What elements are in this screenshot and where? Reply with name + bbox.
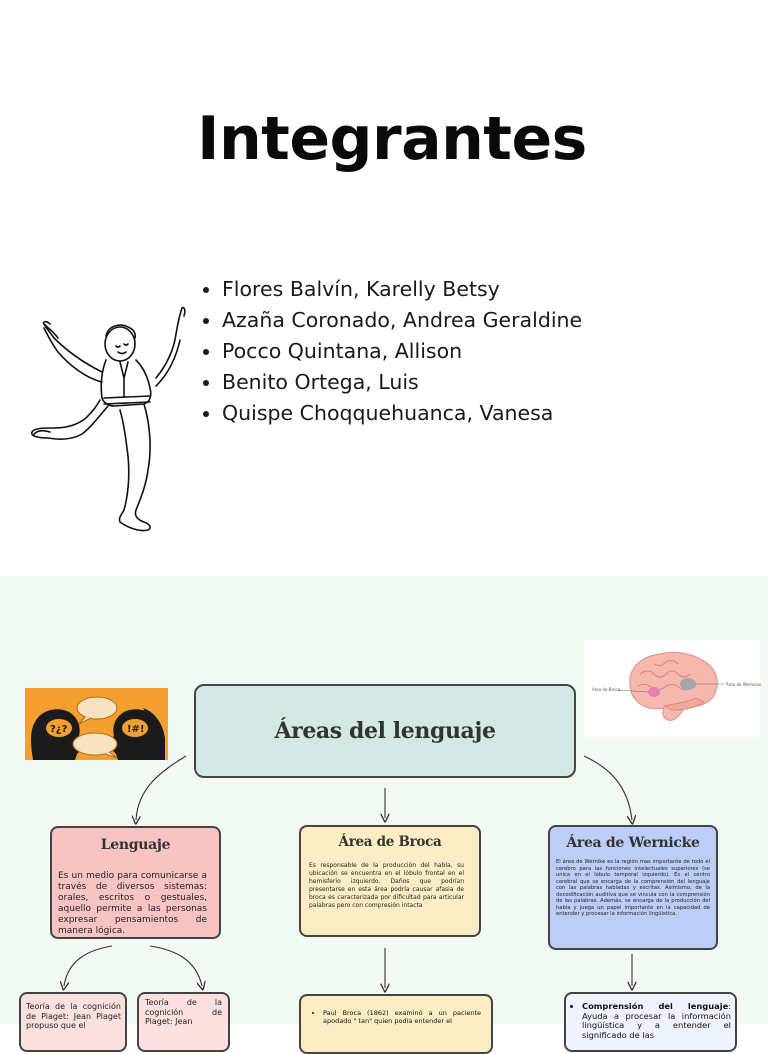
list-item: Flores Balvín, Karelly Betsy xyxy=(200,274,582,305)
piaget-box-1 xyxy=(19,992,127,1052)
broca-label: Área de Broca xyxy=(592,687,621,692)
wernicke-text: El área de Wernike es la región mas importante de todo el cerebro para las funciones intelectuales superiores (se unica en el lóbulo temporal izquierdo). Es el centro cerebral que se encarga de la comprensión del lenguaje con las palabras habladas y escritas. Asimismo, de la decodificación auditiva que se vincula con la comprensión de las palabras. Además, se encarga de la producción del habla y juega un papel importante en la capacidad de entender y procesar la información lingüística. xyxy=(556,859,710,917)
slide-areas-del-lenguaje xyxy=(0,576,768,1040)
wernicke-box xyxy=(548,825,718,950)
list-item: Azaña Coronado, Andrea Geraldine xyxy=(200,305,582,336)
piaget-text-2: Teoría de la cognición de Piaget: Jean xyxy=(145,998,222,1026)
wernicke-detail-box xyxy=(564,992,737,1052)
broca-detail-box xyxy=(299,994,493,1054)
broca-title: Área de Broca xyxy=(338,834,442,850)
dancing-person-illustration xyxy=(24,300,189,540)
list-item: Pocco Quintana, Allison xyxy=(200,336,582,367)
list-item: Quispe Choqquehuanca, Vanesa xyxy=(200,398,582,429)
broca-detail-item: • Paul Broca (1862) examinó a un paciente apodado " tan" quien podía entender el xyxy=(323,1010,481,1025)
svg-text:!#!: !#! xyxy=(127,724,145,735)
broca-box xyxy=(299,825,481,937)
wernicke-title: Área de Wernicke xyxy=(566,835,700,851)
main-topic-box xyxy=(194,684,576,778)
lenguaje-text: Es un medio para comunicarse a través de diversos sistemas: orales, escritos o gestuales, aquello permite a las personas expresar pensamientos de manera lógica. xyxy=(58,871,207,936)
wernicke-label: Área de Wernicke xyxy=(726,682,761,687)
list-item: Benito Ortega, Luis xyxy=(200,367,582,398)
broca-text: Es responsable de la producción del habla, su ubicación se encuentra en el lóbulo frontal en el hemisferio izquierdo. Daños que podrían presentarse en esta área podría causar afasia de broca es caracterizada por dificultad para articular palabras pero con compresión intacta xyxy=(309,862,464,909)
thinking-heads-image xyxy=(25,688,168,760)
main-topic-title: Áreas del lenguaje xyxy=(274,718,496,744)
wernicke-detail-item xyxy=(582,1002,731,1040)
page-title: Integrantes xyxy=(197,104,587,174)
wernicke-detail-text: : Ayuda a procesar la información lingüística y a entender el significado de las xyxy=(582,1001,731,1040)
members-list xyxy=(200,274,582,429)
brain-diagram-image xyxy=(584,640,760,738)
piaget-box-2 xyxy=(137,992,230,1052)
wernicke-detail-bold: Comprensión del lenguaje xyxy=(582,1001,729,1011)
piaget-text-1: Teoría de la cognición de Piaget: Jean Piaget propuso que el xyxy=(26,1002,121,1030)
lenguaje-title: Lenguaje xyxy=(100,837,171,853)
svg-text:?¿?: ?¿? xyxy=(50,724,68,735)
lenguaje-box xyxy=(50,826,221,939)
